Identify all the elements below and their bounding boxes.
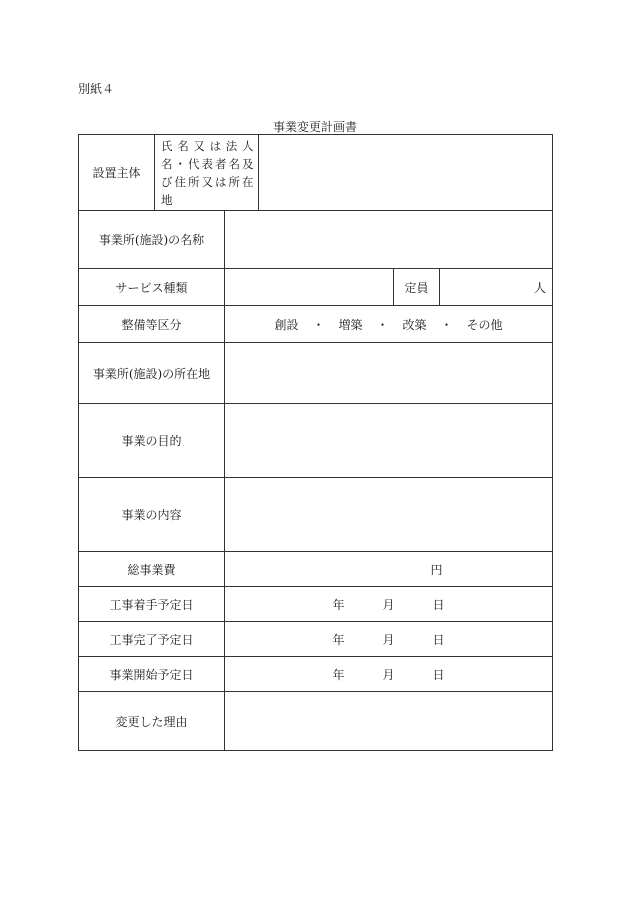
content-label: 事業の内容 xyxy=(79,478,225,552)
year-unit: 年 xyxy=(332,632,345,647)
establisher-value[interactable] xyxy=(259,135,553,211)
construction-start-label: 工事着手予定日 xyxy=(79,587,225,622)
total-cost-row xyxy=(79,552,553,587)
business-start-label: 事業開始予定日 xyxy=(79,657,225,692)
establisher-sub-label: 氏 名 又 は 法 人 名・代表者名及び住所又は所在地 xyxy=(155,135,259,211)
establisher-label: 設置主体 xyxy=(79,135,155,211)
option-rebuild[interactable]: 改築 xyxy=(402,317,427,332)
facility-name-value[interactable] xyxy=(225,211,553,269)
plan-form-table xyxy=(78,134,553,751)
month-unit: 月 xyxy=(382,597,395,612)
business-start-row xyxy=(79,657,553,692)
maintenance-type-row xyxy=(79,306,553,343)
change-reason-value[interactable] xyxy=(225,692,553,751)
facility-location-label: 事業所(施設)の所在地 xyxy=(79,343,225,404)
facility-name-row xyxy=(79,211,553,269)
change-reason-row xyxy=(79,692,553,751)
facility-location-row xyxy=(79,343,553,404)
option-separator: ・ xyxy=(376,317,389,332)
establisher-row xyxy=(79,135,553,211)
day-unit: 日 xyxy=(432,632,445,647)
content-row xyxy=(79,478,553,552)
maintenance-type-label: 整備等区分 xyxy=(79,306,225,343)
option-new[interactable]: 創設 xyxy=(274,317,299,332)
month-unit: 月 xyxy=(382,632,395,647)
option-extension[interactable]: 増築 xyxy=(338,317,363,332)
facility-location-value[interactable] xyxy=(225,343,553,404)
day-unit: 日 xyxy=(432,667,445,682)
month-unit: 月 xyxy=(382,667,395,682)
content-value[interactable] xyxy=(225,478,553,552)
capacity-label: 定員 xyxy=(394,269,440,306)
document-title: 事業変更計画書 xyxy=(272,120,357,134)
total-cost-value[interactable] xyxy=(225,552,553,587)
service-type-value[interactable] xyxy=(225,269,394,306)
purpose-row xyxy=(79,404,553,478)
facility-name-label: 事業所(施設)の名称 xyxy=(79,211,225,269)
total-cost-unit: 円 xyxy=(430,562,443,577)
option-other[interactable]: その他 xyxy=(466,317,503,332)
business-start-value[interactable] xyxy=(225,657,553,692)
option-separator: ・ xyxy=(312,317,325,332)
construction-end-value[interactable] xyxy=(225,622,553,657)
purpose-value[interactable] xyxy=(225,404,553,478)
capacity-value[interactable] xyxy=(440,269,553,306)
change-reason-label: 変更した理由 xyxy=(79,692,225,751)
year-unit: 年 xyxy=(332,597,345,612)
year-unit: 年 xyxy=(332,667,345,682)
service-type-row xyxy=(79,269,553,306)
appendix-label: 別紙４ xyxy=(78,82,115,96)
day-unit: 日 xyxy=(432,597,445,612)
option-separator: ・ xyxy=(440,317,453,332)
capacity-unit: 人 xyxy=(534,280,547,295)
construction-start-value[interactable] xyxy=(225,587,553,622)
construction-end-label: 工事完了予定日 xyxy=(79,622,225,657)
construction-start-row xyxy=(79,587,553,622)
construction-end-row xyxy=(79,622,553,657)
service-type-label: サービス種類 xyxy=(79,269,225,306)
purpose-label: 事業の目的 xyxy=(79,404,225,478)
maintenance-type-options xyxy=(225,306,553,343)
total-cost-label: 総事業費 xyxy=(79,552,225,587)
